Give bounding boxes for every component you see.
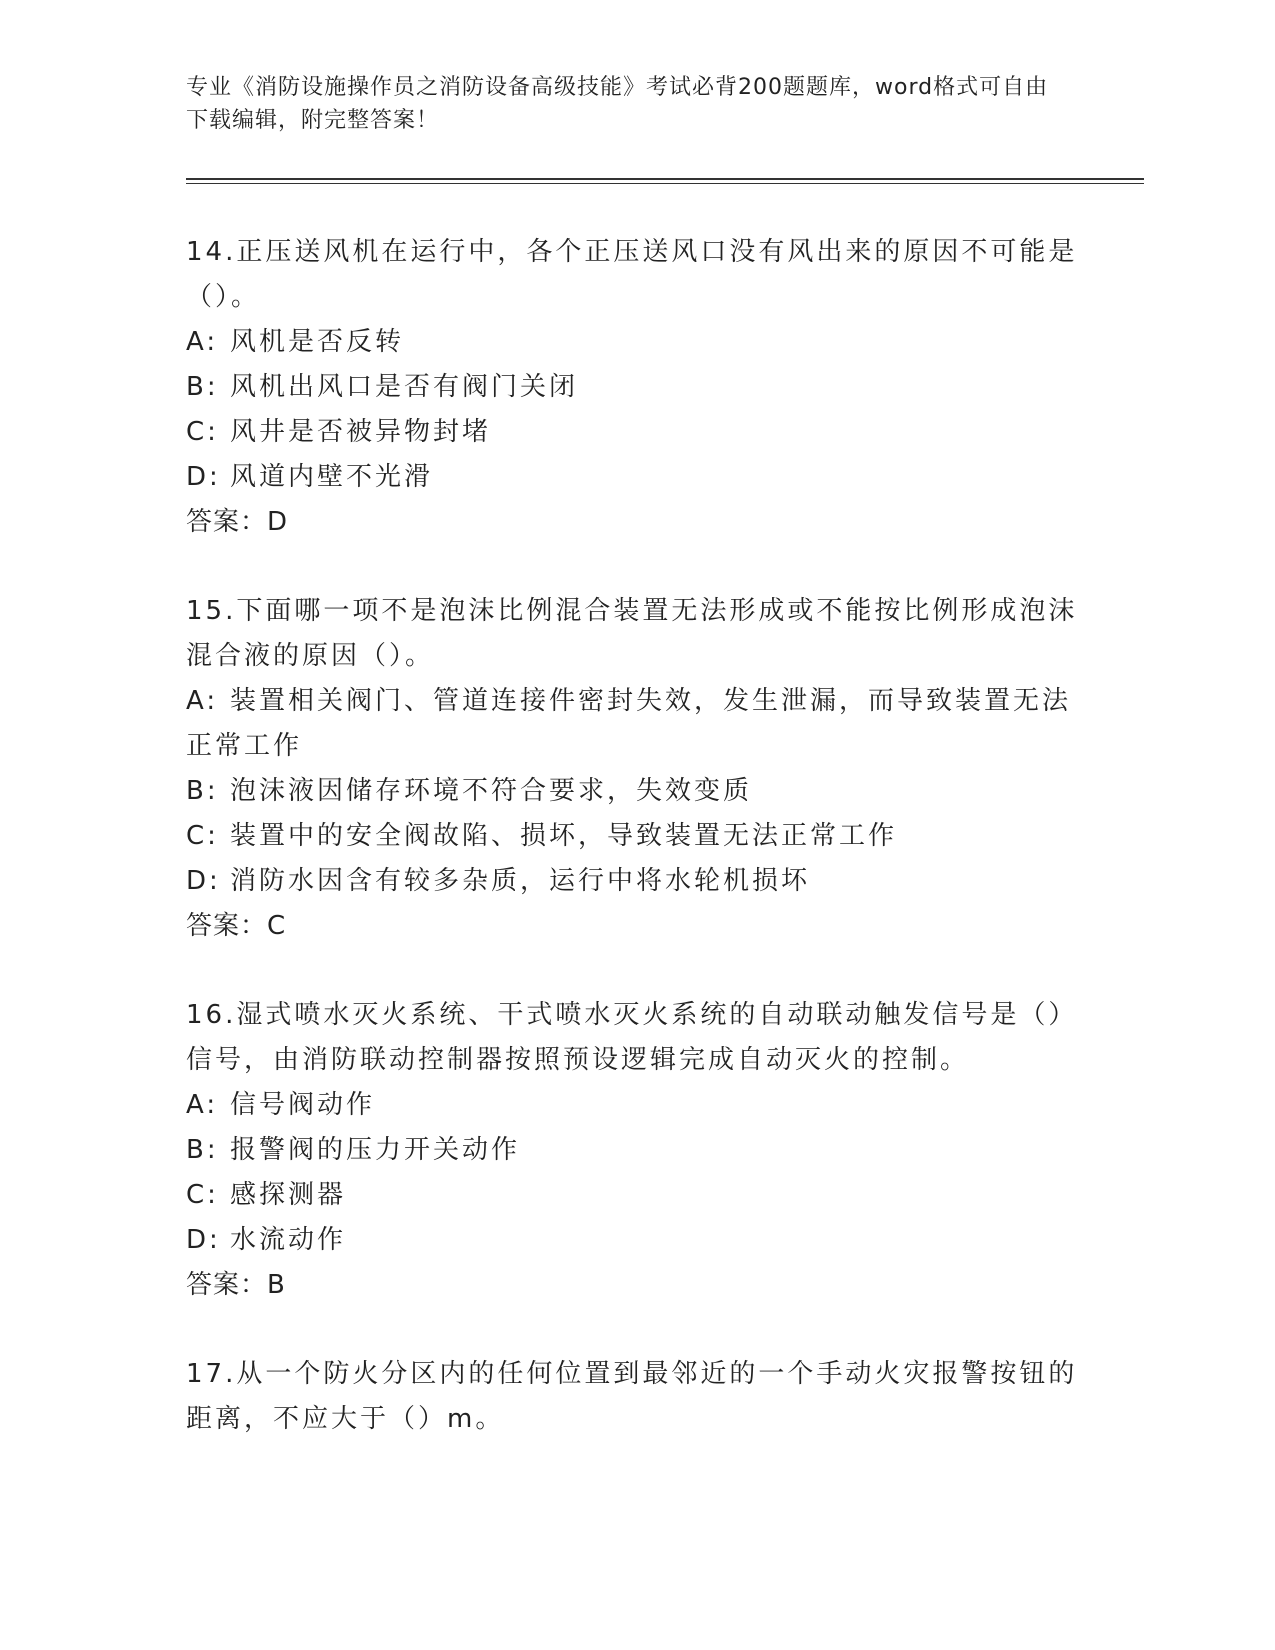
option-letter: B: — [186, 1135, 219, 1165]
option-a — [186, 1083, 1086, 1128]
option-d — [186, 859, 1086, 904]
question-16 — [186, 993, 1086, 1308]
option-letter: C: — [186, 821, 219, 851]
option-d — [186, 455, 1086, 500]
option-c — [186, 1173, 1086, 1218]
option-letter: A: — [186, 327, 219, 357]
answer-line: 答案：C — [186, 911, 287, 941]
header-divider-thick — [186, 178, 1144, 180]
header-divider-thin — [186, 183, 1144, 184]
question-stem: 17.从一个防火分区内的任何位置到最邻近的一个手动火灾报警按钮的距离，不应大于（）m。 — [186, 1359, 1078, 1434]
option-letter: B: — [186, 372, 219, 402]
option-c — [186, 814, 1086, 859]
option-letter: D: — [186, 462, 221, 492]
option-letter: A: — [186, 1090, 219, 1120]
question-stem: 16.湿式喷水灭火系统、干式喷水灭火系统的自动联动触发信号是（）信号，由消防联动控制器按照预设逻辑完成自动灭火的控制。 — [186, 1000, 1078, 1075]
option-text: 装置中的安全阀故陷、损坏，导致装置无法正常工作 — [230, 821, 898, 851]
question-17 — [186, 1352, 1086, 1442]
option-c — [186, 410, 1086, 455]
option-text: 感探测器 — [230, 1180, 347, 1210]
option-text: 风机出风口是否有阀门关闭 — [230, 372, 579, 402]
option-letter: C: — [186, 1180, 219, 1210]
question-15 — [186, 589, 1086, 949]
question-stem: 14.正压送风机在运行中，各个正压送风口没有风出来的原因不可能是（）。 — [186, 237, 1078, 312]
answer-line: 答案：B — [186, 1270, 286, 1300]
option-text: 泡沫液因储存环境不符合要求，失效变质 — [230, 776, 753, 806]
option-text: 水流动作 — [230, 1225, 347, 1255]
option-text: 消防水因含有较多杂质，运行中将水轮机损坏 — [230, 866, 811, 896]
option-d — [186, 1218, 1086, 1263]
document-header: 专业《消防设施操作员之消防设备高级技能》考试必背200题题库，word格式可自由下载编辑，附完整答案！ — [186, 75, 1049, 133]
option-text: 风井是否被异物封堵 — [230, 417, 492, 447]
option-b — [186, 769, 1086, 814]
option-letter: C: — [186, 417, 219, 447]
option-a — [186, 320, 1086, 365]
option-letter: D: — [186, 866, 221, 896]
option-text: 风道内壁不光滑 — [230, 462, 434, 492]
option-text: 装置相关阀门、管道连接件密封失效，发生泄漏，而导致装置无法正常工作 — [186, 686, 1072, 761]
option-a — [186, 679, 1086, 769]
option-text: 风机是否反转 — [230, 327, 405, 357]
question-list — [186, 230, 1086, 1486]
option-b — [186, 365, 1086, 410]
answer-line: 答案：D — [186, 507, 289, 537]
option-text: 信号阀动作 — [230, 1090, 376, 1120]
option-letter: D: — [186, 1225, 221, 1255]
option-b — [186, 1128, 1086, 1173]
question-stem: 15.下面哪一项不是泡沫比例混合装置无法形成或不能按比例形成泡沫混合液的原因（）。 — [186, 596, 1078, 671]
question-14 — [186, 230, 1086, 545]
option-letter: A: — [186, 686, 219, 716]
option-text: 报警阀的压力开关动作 — [230, 1135, 521, 1165]
option-letter: B: — [186, 776, 219, 806]
